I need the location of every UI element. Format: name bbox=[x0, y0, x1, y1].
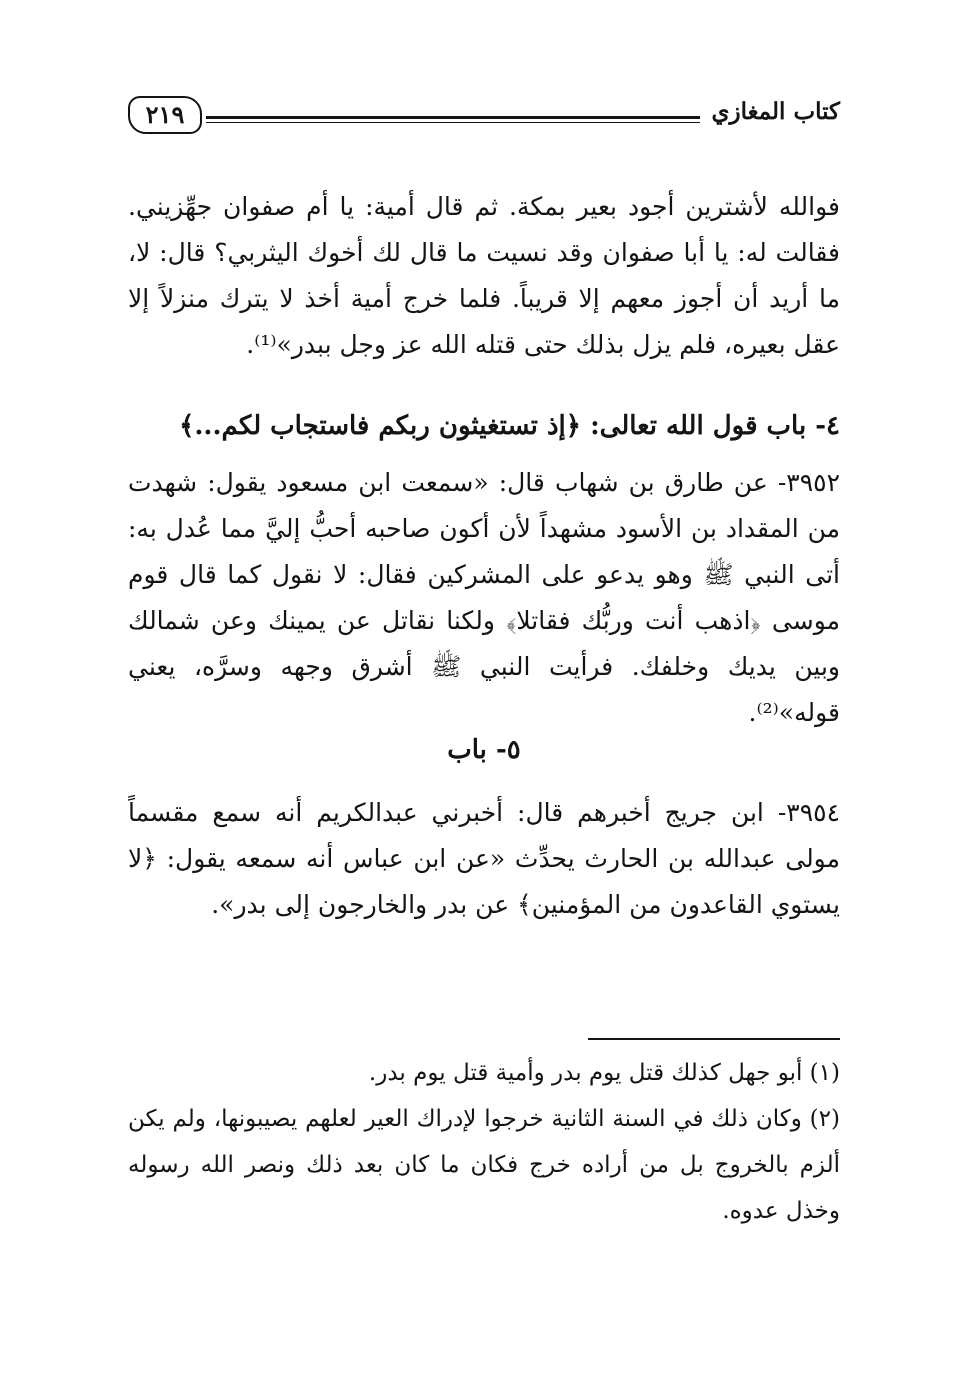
footnote-2: (٢) وكان ذلك في السنة الثانية خرجوا لإدراك العير لعلهم يصيبونها، ولم يكن ألزم بالخروج بل من أراده خرج فكان ما كان بعد ذلك ونصر الله رسوله وخذل عدوه. bbox=[128, 1106, 840, 1224]
chapter-heading-4: ٤- باب قول الله تعالى: ﴿إذ تستغيثون ربكم فاستجاب لكم...﴾ bbox=[179, 411, 840, 441]
paragraph-continuation: فوالله لأشترين أجود بعير بمكة. ثم قال أمية: يا أم صفوان جهِّزيني. فقالت له: يا أبا صفوان وقد نسيت ما قال لك أخوك اليثربي؟ قال: لا، ما أريد أن أجوز معهم إلا قريباً. فلما خرج أمية أخذ لا يترك منزلاً إلا عقل بعيره، فلم يزل بذلك حتى قتله الله عز وجل ببدر»⁽¹⁾. bbox=[128, 192, 840, 359]
footnote-1: (١) أبو جهل كذلك قتل يوم بدر وأمية قتل يوم بدر. bbox=[368, 1060, 840, 1086]
footnotes bbox=[128, 1050, 840, 1234]
hadith-3952: ٣٩٥٢- عن طارق بن شهاب قال: «سمعت ابن مسعود يقول: شهدت من المقداد بن الأسود مشهداً لأن أكون صاحبه أحبُّ إليَّ مما عُدل به: أتى النبي ﷺ وهو يدعو على المشركين فقال: لا نقول كما قال قوم موسى ﴿اذهب أنت وربُّك فقاتلا﴾ ولكنا نقاتل عن يمينك وعن شمالك وبين يديك وخلفك. فرأيت النبي ﷺ أشرق وجهه وسرَّه، يعني قوله»⁽²⁾. bbox=[128, 468, 840, 727]
hadith-3954: ٣٩٥٤- ابن جريج أخبرهم قال: أخبرني عبدالكريم أنه سمع مقسماً مولى عبدالله بن الحارث يحدِّث «عن ابن عباس أنه سمعه يقول: ﴿لا يستوي القاعدون من المؤمنين﴾ عن بدر والخارجون إلى بدر». bbox=[128, 798, 840, 919]
header-rule bbox=[206, 116, 700, 123]
page-header bbox=[128, 92, 840, 152]
footnote-divider bbox=[588, 1038, 840, 1040]
chapter-heading-5: ٥- باب bbox=[447, 735, 521, 765]
page-number: ٢١٩ bbox=[128, 96, 202, 134]
book-title: كتاب المغازي bbox=[711, 98, 840, 125]
